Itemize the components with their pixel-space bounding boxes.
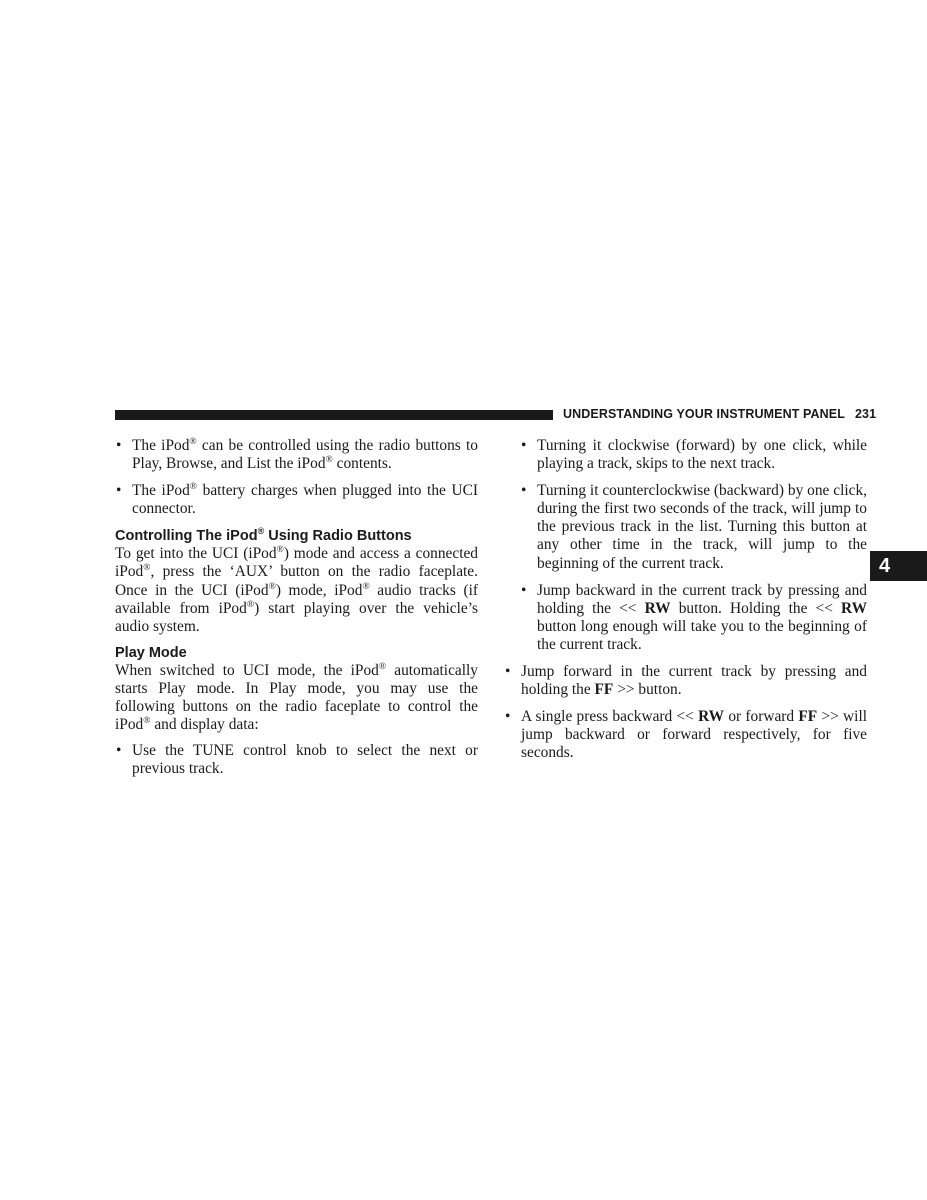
chapter-tab: 4 (870, 551, 927, 581)
bullet-single-press: • A single press backward << RW or forward FF >> will jump backward or forward respectively, for five seconds. (504, 708, 867, 762)
right-column (504, 437, 867, 772)
heading-controlling: Controlling The iPod® Using Radio Buttons (115, 526, 412, 545)
bullet-tune-knob: • Use the TUNE control knob to select the next or previous track. (115, 742, 478, 778)
bullet-counterclockwise: • Turning it counterclockwise (backward) by one click, during the first two seconds of the track, will jump to the previous track in the list. Turning this button at any other time in the track, will jump to the beginning of the current track. (520, 482, 867, 572)
running-header (563, 407, 877, 421)
page-number: 231 (854, 407, 877, 421)
bullet-jump-forward: • Jump forward in the current track by pressing and holding the FF >> button. (504, 663, 867, 699)
heading-play-mode: Play Mode (115, 644, 187, 661)
header-rule (115, 410, 553, 420)
bullet-ipod-control: • The iPod® can be controlled using the radio buttons to Play, Browse, and List the iPod® contents. (115, 437, 478, 473)
section-title: UNDERSTANDING YOUR INSTRUMENT PANEL (563, 407, 845, 421)
bullet-ipod-battery: • The iPod® battery charges when plugged into the UCI connector. (115, 482, 478, 518)
left-column (115, 437, 478, 787)
paragraph-uci-mode: To get into the UCI (iPod®) mode and access a connected iPod®, press the ‘AUX’ button on the radio faceplate. Once in the UCI (iPod®) mode, iPod® audio tracks (if available from iPod®) start playing over the vehicle’s audio system. (115, 544, 478, 635)
bullet-jump-backward: • Jump backward in the current track by pressing and holding the << RW button. Holding the << RW button long enough will take you to the beginning of the current track. (520, 582, 867, 654)
bullet-clockwise: • Turning it clockwise (forward) by one click, while playing a track, skips to the next track. (520, 437, 867, 473)
paragraph-play-mode: When switched to UCI mode, the iPod® automatically starts Play mode. In Play mode, you may use the following buttons on the radio faceplate to control the iPod® and display data: (115, 660, 478, 734)
